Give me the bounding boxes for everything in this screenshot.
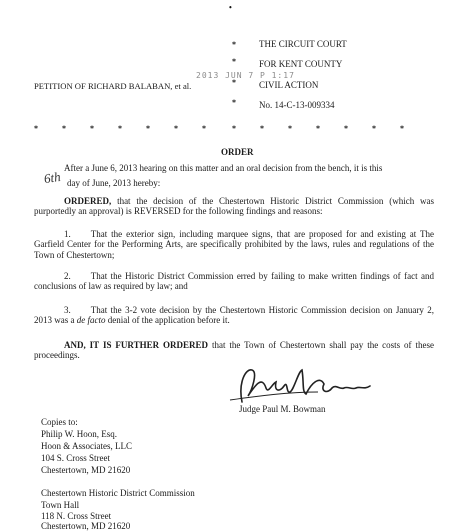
recipient-2-line: Chestertown Historic District Commission (41, 488, 195, 498)
judge-name-label: Judge Paul M. Bowman (239, 404, 326, 414)
caption-asterisk: * (232, 78, 236, 87)
margin-mark: • (229, 3, 232, 12)
finding-3 (34, 305, 434, 326)
caption-asterisk: * (232, 57, 236, 66)
handwritten-day: 6th (42, 168, 62, 187)
recipient-2-line: 118 N. Cross Street (41, 511, 112, 521)
further-ordered-text: that the Town of Chestertown shall pay the costs of these proceedings. (34, 340, 434, 361)
recipient-2-line: Chestertown, MD 21620 (41, 521, 131, 531)
further-ordered-paragraph (34, 340, 434, 361)
caption-asterisk: * (232, 40, 236, 49)
recipient-2-line: Town Hall (41, 500, 80, 510)
court-name-line2: FOR KENT COUNTY (259, 59, 343, 69)
finding-3-text-a: That the 3-2 vote decision by the Chestertown Historic Commission decision on January 2, 2013 was a (34, 305, 434, 326)
finding-1-number: 1. (64, 229, 71, 239)
copies-label: Copies to: (41, 417, 78, 427)
order-intro-line2: day of June, 2013 hereby: (67, 178, 161, 188)
order-intro-line1: After a June 6, 2013 hearing on this matter and an oral decision from the bench, it is this (64, 163, 383, 173)
order-title: ORDER (221, 147, 254, 157)
finding-1 (34, 229, 434, 260)
finding-3-text-b: denial of the application before it. (105, 315, 230, 326)
recipient-1-line: Chestertown, MD 21620 (41, 465, 131, 475)
ordered-text: that the decision of the Chestertown Historic District Commission (which was purportedly an approval) is REVERSED for the following findings and reasons: (34, 196, 434, 217)
case-number: No. 14-C-13-009334 (259, 100, 335, 110)
judge-signature (228, 362, 378, 408)
court-name-line1: THE CIRCUIT COURT (259, 39, 347, 49)
caption-asterisk: * (232, 98, 236, 107)
finding-3-number: 3. (64, 305, 71, 315)
finding-2-text: That the Historic District Commission erred by failing to make written findings of fact and conclusions of law as required by law; and (34, 271, 434, 292)
recipient-1-line: 104 S. Cross Street (41, 453, 111, 463)
petitioner-name: PETITION OF RICHARD BALABAN, et al. (34, 81, 192, 91)
ordered-paragraph (34, 196, 434, 217)
civil-action-label: CIVIL ACTION (259, 80, 319, 90)
ordered-lead: ORDERED, (64, 196, 112, 206)
recipient-1-line: Hoon & Associates, LLC (41, 441, 132, 451)
further-ordered-lead: AND, IT IS FURTHER ORDERED (64, 340, 209, 350)
finding-2-number: 2. (64, 271, 71, 281)
finding-3-italic: de facto (76, 315, 106, 326)
filed-stamp: 2013 JUN 7 P 1:17 (196, 71, 295, 80)
finding-2 (34, 271, 434, 292)
recipient-1-line: Philip W. Hoon, Esq. (41, 429, 118, 439)
finding-1-text: That the exterior sign, including marquee signs, that are proposed for and existing at The Garfield Center for the Performing Arts, are specifically prohibited by the laws, rules and regulations of the Town of Chestertown; (34, 229, 434, 260)
